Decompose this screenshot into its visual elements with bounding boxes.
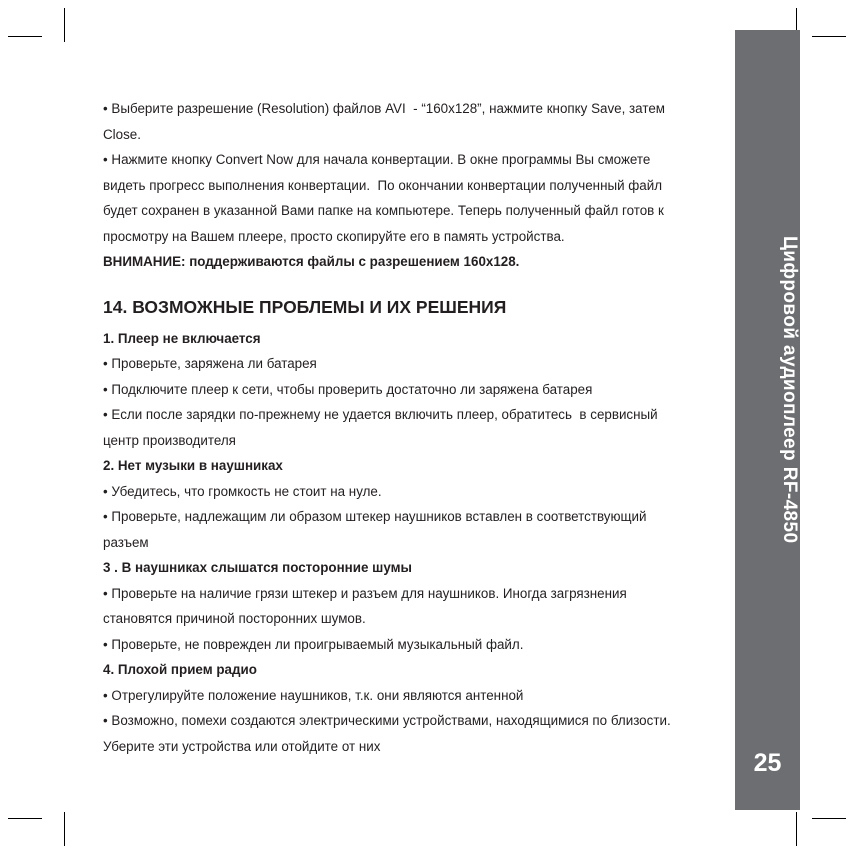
crop-mark-bottom-left-horizontal [8,818,42,819]
body-text-column [103,96,691,759]
subheading: 1. Плеер не включается [103,330,261,346]
warning-note: ВНИМАНИЕ: поддерживаются файлы с разрешением 160x128. [103,254,520,269]
crop-mark-bottom-right-horizontal [812,818,846,819]
paragraph: • Проверьте, не поврежден ли проигрываемый музыкальный файл. [103,636,524,652]
section-heading: 14. ВОЗМОЖНЫЕ ПРОБЛЕМЫ И ИХ РЕШЕНИЯ [103,296,507,317]
page-number: 25 [753,749,782,777]
paragraph: • Если после зарядки по-прежнему не удается включить плеер, обратитесь в сервисный центр производителя [103,407,662,448]
paragraph: • Отрегулируйте положение наушников, т.к. они являются антенной [103,687,524,703]
paragraph: • Проверьте, заряжена ли батарея [103,356,317,371]
crop-mark-top-left-horizontal [8,36,42,37]
crop-mark-bottom-left-vertical [64,812,65,846]
subheading: 3 . В наушниках слышатся посторонние шумы [103,560,412,575]
subheading: 4. Плохой прием радио [103,662,257,677]
paragraph: • Подключите плеер к сети, чтобы проверить достаточно ли заряжена батарея [103,381,593,397]
paragraph: • Убедитесь, что громкость не стоит на нуле. [103,483,382,499]
paragraph: • Нажмите кнопку Convert Now для начала конвертации. В окне программы Вы сможете видеть прогресс выполнения конвертации. По окончании конвертации полученный файл будет сохранен в указанной Вами папке на компьютере. Теперь полученный файл готов к просмотру на Вашем плеере, просто скопируйте его в память устройства. [103,152,668,244]
crop-mark-top-right-horizontal [812,36,846,37]
paragraph: • Проверьте, надлежащим ли образом штекер наушников вставлен в соответствующий разъем [103,509,651,550]
paragraph: • Проверьте на наличие грязи штекер и разъем для наушников. Иногда загрязнения становятся причиной посторонних шумов. [103,585,631,626]
crop-mark-bottom-right-vertical [796,812,797,846]
paragraph: • Выберите разрешение (Resolution) файлов AVI - “160x128”, нажмите кнопку Save, затем Close. [103,101,669,142]
paragraph: • Возможно, помехи создаются электрическими устройствами, находящимися по близости. Уберите эти устройства или отойдите от них [103,713,675,754]
product-title: Цифровой аудиоплеер RF-4850 [779,236,800,544]
side-bar [735,30,800,810]
subheading: 2. Нет музыки в наушниках [103,458,283,473]
crop-mark-top-left-vertical [64,8,65,42]
